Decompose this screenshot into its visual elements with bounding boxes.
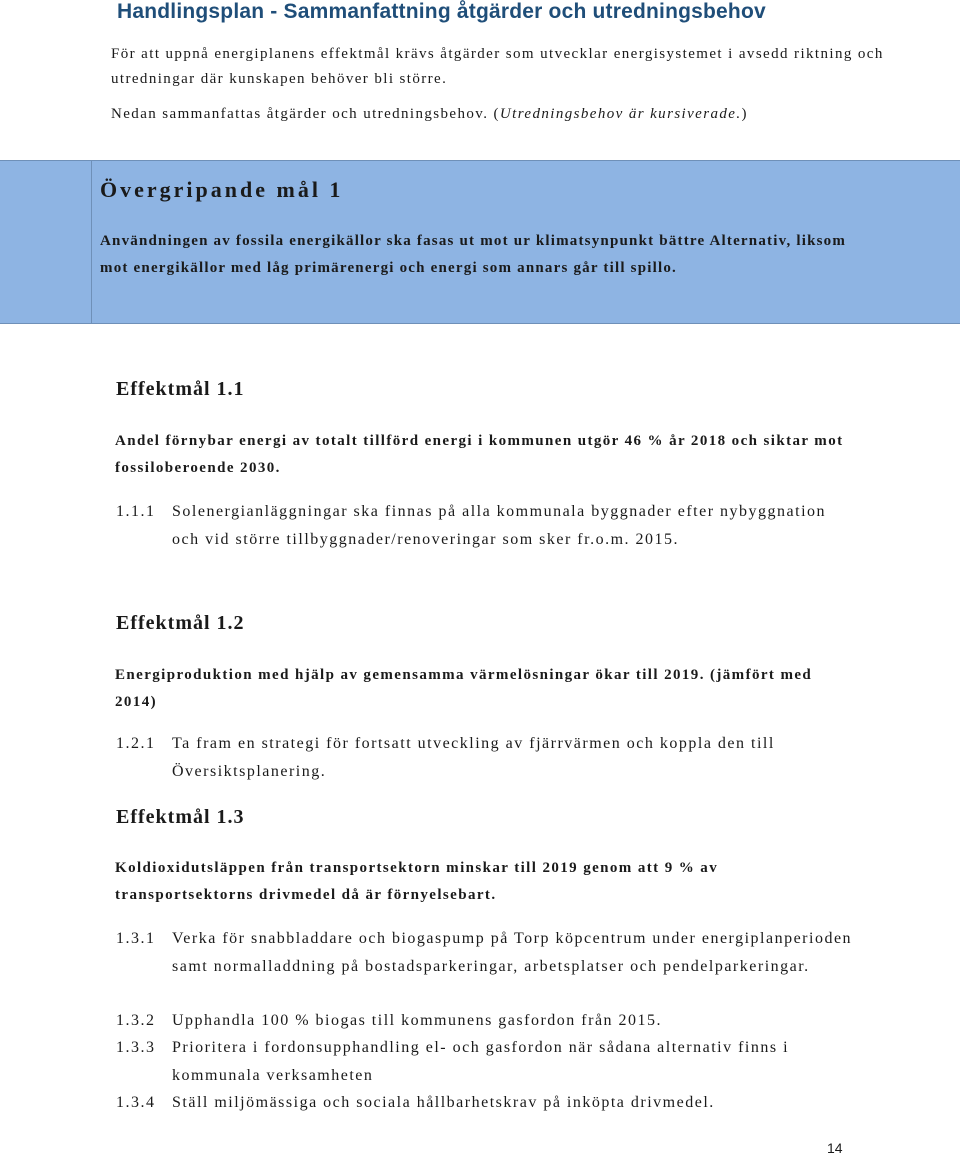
- action-item: [116, 1089, 856, 1117]
- page-number: 14: [827, 1140, 843, 1156]
- goal-description: Koldioxidutsläppen från transportsektorn minskar till 2019 genom att 9 % av transportsektorns drivmedel då är förnyelsebart.: [115, 860, 719, 903]
- summary-close: ): [741, 106, 748, 122]
- goal-heading: Effektmål 1.3: [116, 806, 245, 828]
- action-text: Verka för snabbladdare och biogaspump på Torp köpcentrum under energiplanperioden samt normalladdning på bostadsparkeringar, arbetsplatser och pendelparkeringar.: [172, 930, 853, 975]
- action-item: [116, 1007, 856, 1035]
- action-item: [116, 498, 856, 553]
- intro-paragraph: För att uppnå energiplanens effektmål krävs åtgärder som utvecklar energisystemet i avsedd riktning och utredningar där kunskapen behöver bli större.: [111, 46, 884, 87]
- action-number: 1.1.1: [116, 503, 156, 520]
- goal-description: Andel förnybar energi av totalt tillförd energi i kommunen utgör 46 % år 2018 och siktar mot fossiloberoende 2030.: [115, 433, 844, 476]
- summary-italic: Utredningsbehov är kursiverade.: [499, 106, 742, 122]
- goal-description: Energiproduktion med hjälp av gemensamma värmelösningar ökar till 2019. (jämfört med 2014): [115, 667, 813, 710]
- action-item: [116, 925, 856, 980]
- action-item: [116, 1034, 856, 1089]
- summary-paragraph: [111, 102, 891, 127]
- action-number: 1.2.1: [116, 735, 156, 752]
- page-title: Handlingsplan - Sammanfattning åtgärder och utredningsbehov: [117, 0, 766, 23]
- overall-goal-banner: [0, 160, 960, 324]
- action-number: 1.3.3: [116, 1039, 156, 1056]
- overall-goal-title: Övergripande mål 1: [100, 177, 344, 202]
- banner-divider: [91, 161, 92, 323]
- action-number: 1.3.1: [116, 930, 156, 947]
- action-text: Prioritera i fordonsupphandling el- och gasfordon när sådana alternativ finns i kommunala verksamheten: [172, 1039, 790, 1084]
- goal-heading: Effektmål 1.2: [116, 612, 245, 634]
- action-item: [116, 730, 856, 785]
- overall-goal-description: Användningen av fossila energikällor ska fasas ut mot ur klimatsynpunkt bättre Alternativ, liksom mot energikällor med låg primärenergi och energi som annars går till spillo.: [100, 233, 847, 276]
- summary-text: Nedan sammanfattas åtgärder och utredningsbehov. (: [111, 106, 500, 122]
- goal-heading: Effektmål 1.1: [116, 378, 245, 400]
- action-text: Ta fram en strategi för fortsatt utveckling av fjärrvärmen och koppla den till Översiktsplanering.: [172, 735, 775, 780]
- action-number: 1.3.2: [116, 1012, 156, 1029]
- action-text: Upphandla 100 % biogas till kommunens gasfordon från 2015.: [172, 1012, 663, 1029]
- action-number: 1.3.4: [116, 1094, 156, 1111]
- action-text: Ställ miljömässiga och sociala hållbarhetskrav på inköpta drivmedel.: [172, 1094, 715, 1111]
- action-text: Solenergianläggningar ska finnas på alla kommunala byggnader efter nybyggnation och vid större tillbyggnader/renoveringar som sker fr.o.m. 2015.: [172, 503, 827, 548]
